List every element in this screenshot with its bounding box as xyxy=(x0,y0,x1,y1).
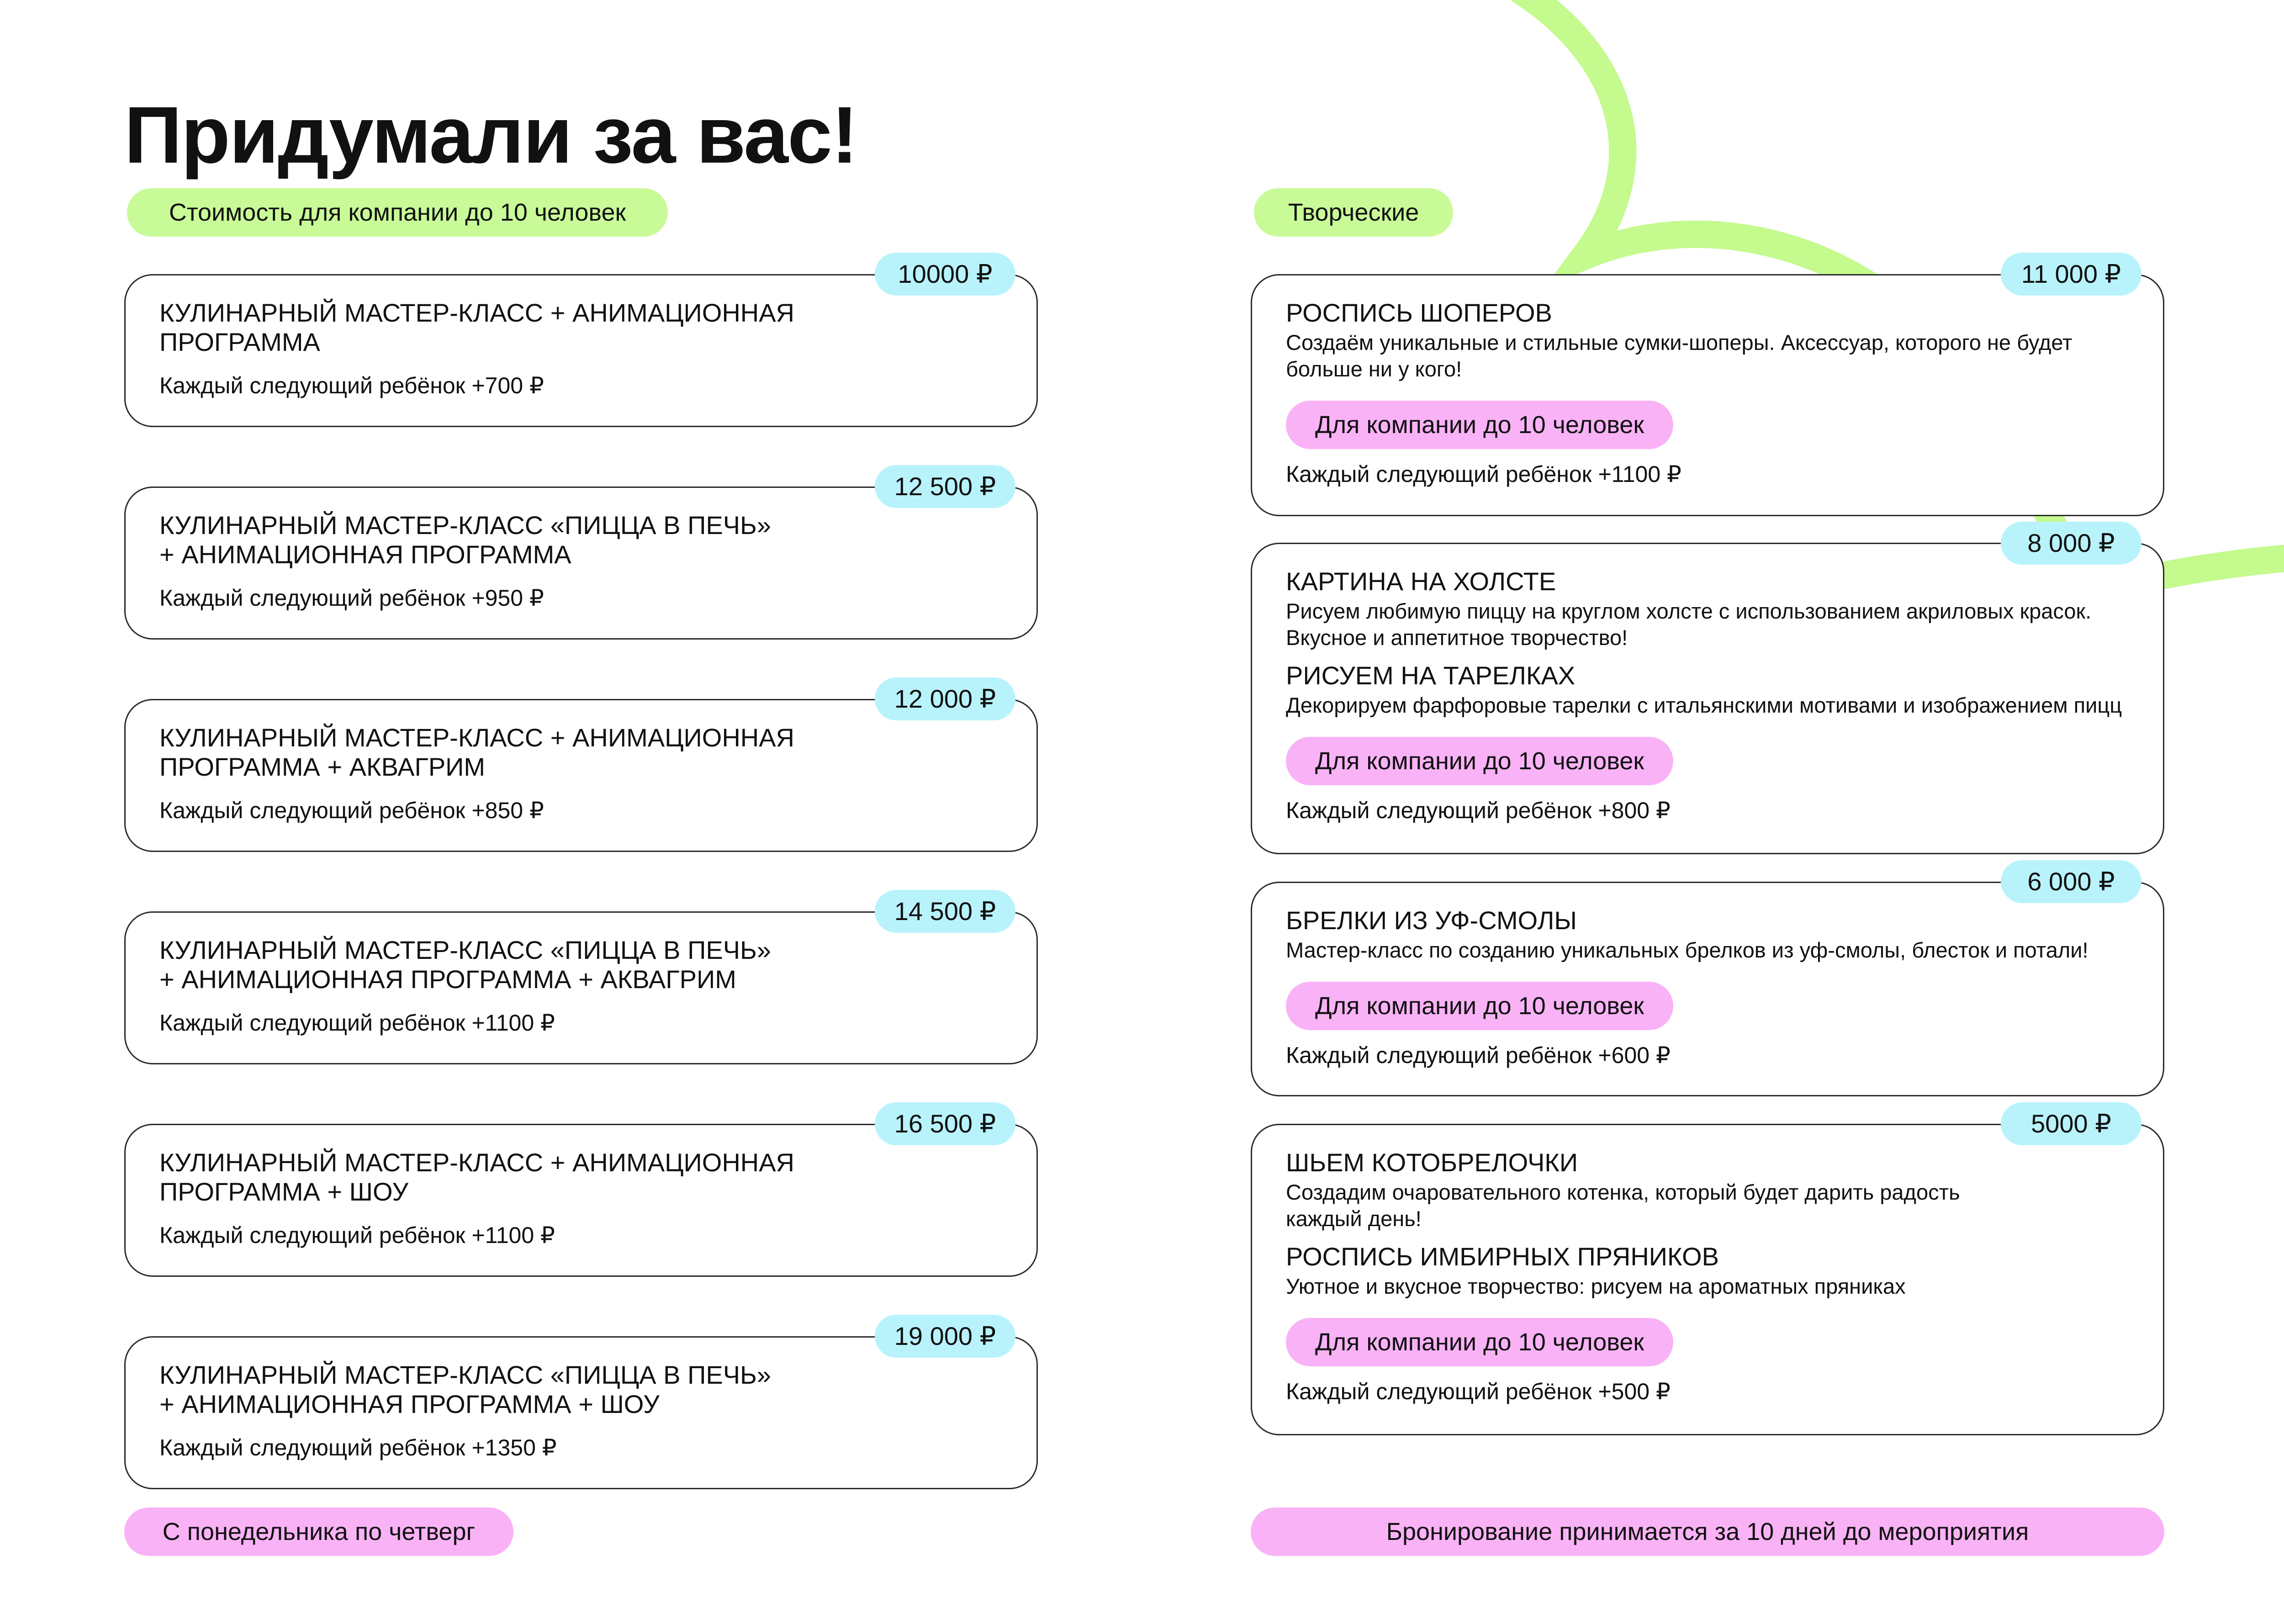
package-title: КУЛИНАРНЫЙ МАСТЕР-КЛАСС «ПИЦЦА В ПЕЧЬ» + АНИМАЦИОННАЯ ПРОГРАММА + ШОУ xyxy=(159,1360,771,1418)
workshop-title: ШЬЕМ КОТОБРЕЛОЧКИ xyxy=(1286,1148,1578,1177)
package-card-2 xyxy=(124,487,1038,640)
workshop-title: РИСУЕМ НА ТАРЕЛКАХ xyxy=(1286,661,1576,690)
workshop-description: Уютное и вкусное творчество: рисуем на ароматных пряниках xyxy=(1286,1274,1906,1298)
left-section-label: Стоимость для компании до 10 человек xyxy=(127,188,668,237)
price-badge: 12 500 ₽ xyxy=(875,465,1015,508)
price-badge: 8 000 ₽ xyxy=(2001,522,2141,565)
extra-child-price: Каждый следующий ребёнок +1350 ₽ xyxy=(159,1435,557,1460)
price-badge: 12 000 ₽ xyxy=(875,677,1015,720)
creative-card-4 xyxy=(1251,1124,2164,1435)
workshop-description: Создадим очаровательного котенка, который будет дарить радость каждый день! xyxy=(1286,1180,1960,1231)
right-section-label: Творческие xyxy=(1254,188,1453,237)
creative-card-1 xyxy=(1251,274,2164,516)
extra-child-price: Каждый следующий ребёнок +500 ₽ xyxy=(1286,1379,1671,1404)
price-badge: 16 500 ₽ xyxy=(875,1102,1015,1145)
package-card-4 xyxy=(124,911,1038,1064)
page-title: Придумали за вас! xyxy=(124,90,857,180)
extra-child-price: Каждый следующий ребёнок +700 ₽ xyxy=(159,373,544,398)
workshop-title: РОСПИСЬ ИМБИРНЫХ ПРЯНИКОВ xyxy=(1286,1242,1719,1271)
price-badge: 5000 ₽ xyxy=(2001,1102,2141,1145)
workshop-title: БРЕЛКИ ИЗ УФ-СМОЛЫ xyxy=(1286,906,1577,935)
company-size-badge: Для компании до 10 человек xyxy=(1286,401,1673,449)
price-badge: 11 000 ₽ xyxy=(2001,253,2141,296)
workshop-title: КАРТИНА НА ХОЛСТЕ xyxy=(1286,567,1556,596)
package-card-1 xyxy=(124,274,1038,427)
workshop-description: Создаём уникальные и стильные сумки-шоперы. Аксессуар, которого не будет больше ни у кого! xyxy=(1286,330,2073,381)
workshop-title: РОСПИСЬ ШОПЕРОВ xyxy=(1286,298,1552,327)
package-title: КУЛИНАРНЫЙ МАСТЕР-КЛАСС «ПИЦЦА В ПЕЧЬ» + АНИМАЦИОННАЯ ПРОГРАММА + АКВАГРИМ xyxy=(159,936,771,994)
price-badge: 14 500 ₽ xyxy=(875,890,1015,933)
company-size-badge: Для компании до 10 человек xyxy=(1286,737,1673,785)
package-card-6 xyxy=(124,1336,1038,1489)
extra-child-price: Каждый следующий ребёнок +850 ₽ xyxy=(159,798,544,823)
extra-child-price: Каждый следующий ребёнок +950 ₽ xyxy=(159,585,544,611)
creative-card-2 xyxy=(1251,543,2164,854)
extra-child-price: Каждый следующий ребёнок +1100 ₽ xyxy=(1286,461,1681,487)
extra-child-price: Каждый следующий ребёнок +1100 ₽ xyxy=(159,1222,555,1248)
workshop-description: Декорируем фарфоровые тарелки с итальянскими мотивами и изображением пицц xyxy=(1286,693,2122,717)
booking-note: Бронирование принимается за 10 дней до мероприятия xyxy=(1251,1508,2164,1556)
package-title: КУЛИНАРНЫЙ МАСТЕР-КЛАСС + АНИМАЦИОННАЯ ПРОГРАММА xyxy=(159,298,794,356)
workshop-description: Мастер-класс по созданию уникальных брелков из уф-смолы, блесток и потали! xyxy=(1286,938,2088,962)
company-size-badge: Для компании до 10 человек xyxy=(1286,1318,1673,1366)
schedule-note: С понедельника по четверг xyxy=(124,1508,513,1556)
package-card-3 xyxy=(124,699,1038,852)
price-badge: 19 000 ₽ xyxy=(875,1315,1015,1358)
package-title: КУЛИНАРНЫЙ МАСТЕР-КЛАСС + АНИМАЦИОННАЯ ПРОГРАММА + АКВАГРИМ xyxy=(159,723,794,781)
extra-child-price: Каждый следующий ребёнок +1100 ₽ xyxy=(159,1010,555,1036)
extra-child-price: Каждый следующий ребёнок +600 ₽ xyxy=(1286,1042,1671,1068)
creative-card-3 xyxy=(1251,882,2164,1096)
price-badge: 10000 ₽ xyxy=(875,253,1015,296)
price-badge: 6 000 ₽ xyxy=(2001,860,2141,903)
workshop-description: Рисуем любимую пиццу на круглом холсте с использованием акриловых красок. Вкусное и аппетитное творчество! xyxy=(1286,599,2092,650)
package-title: КУЛИНАРНЫЙ МАСТЕР-КЛАСС «ПИЦЦА В ПЕЧЬ» + АНИМАЦИОННАЯ ПРОГРАММА xyxy=(159,511,771,569)
company-size-badge: Для компании до 10 человек xyxy=(1286,982,1673,1030)
package-card-5 xyxy=(124,1124,1038,1277)
package-title: КУЛИНАРНЫЙ МАСТЕР-КЛАСС + АНИМАЦИОННАЯ ПРОГРАММА + ШОУ xyxy=(159,1148,794,1206)
extra-child-price: Каждый следующий ребёнок +800 ₽ xyxy=(1286,798,1671,823)
